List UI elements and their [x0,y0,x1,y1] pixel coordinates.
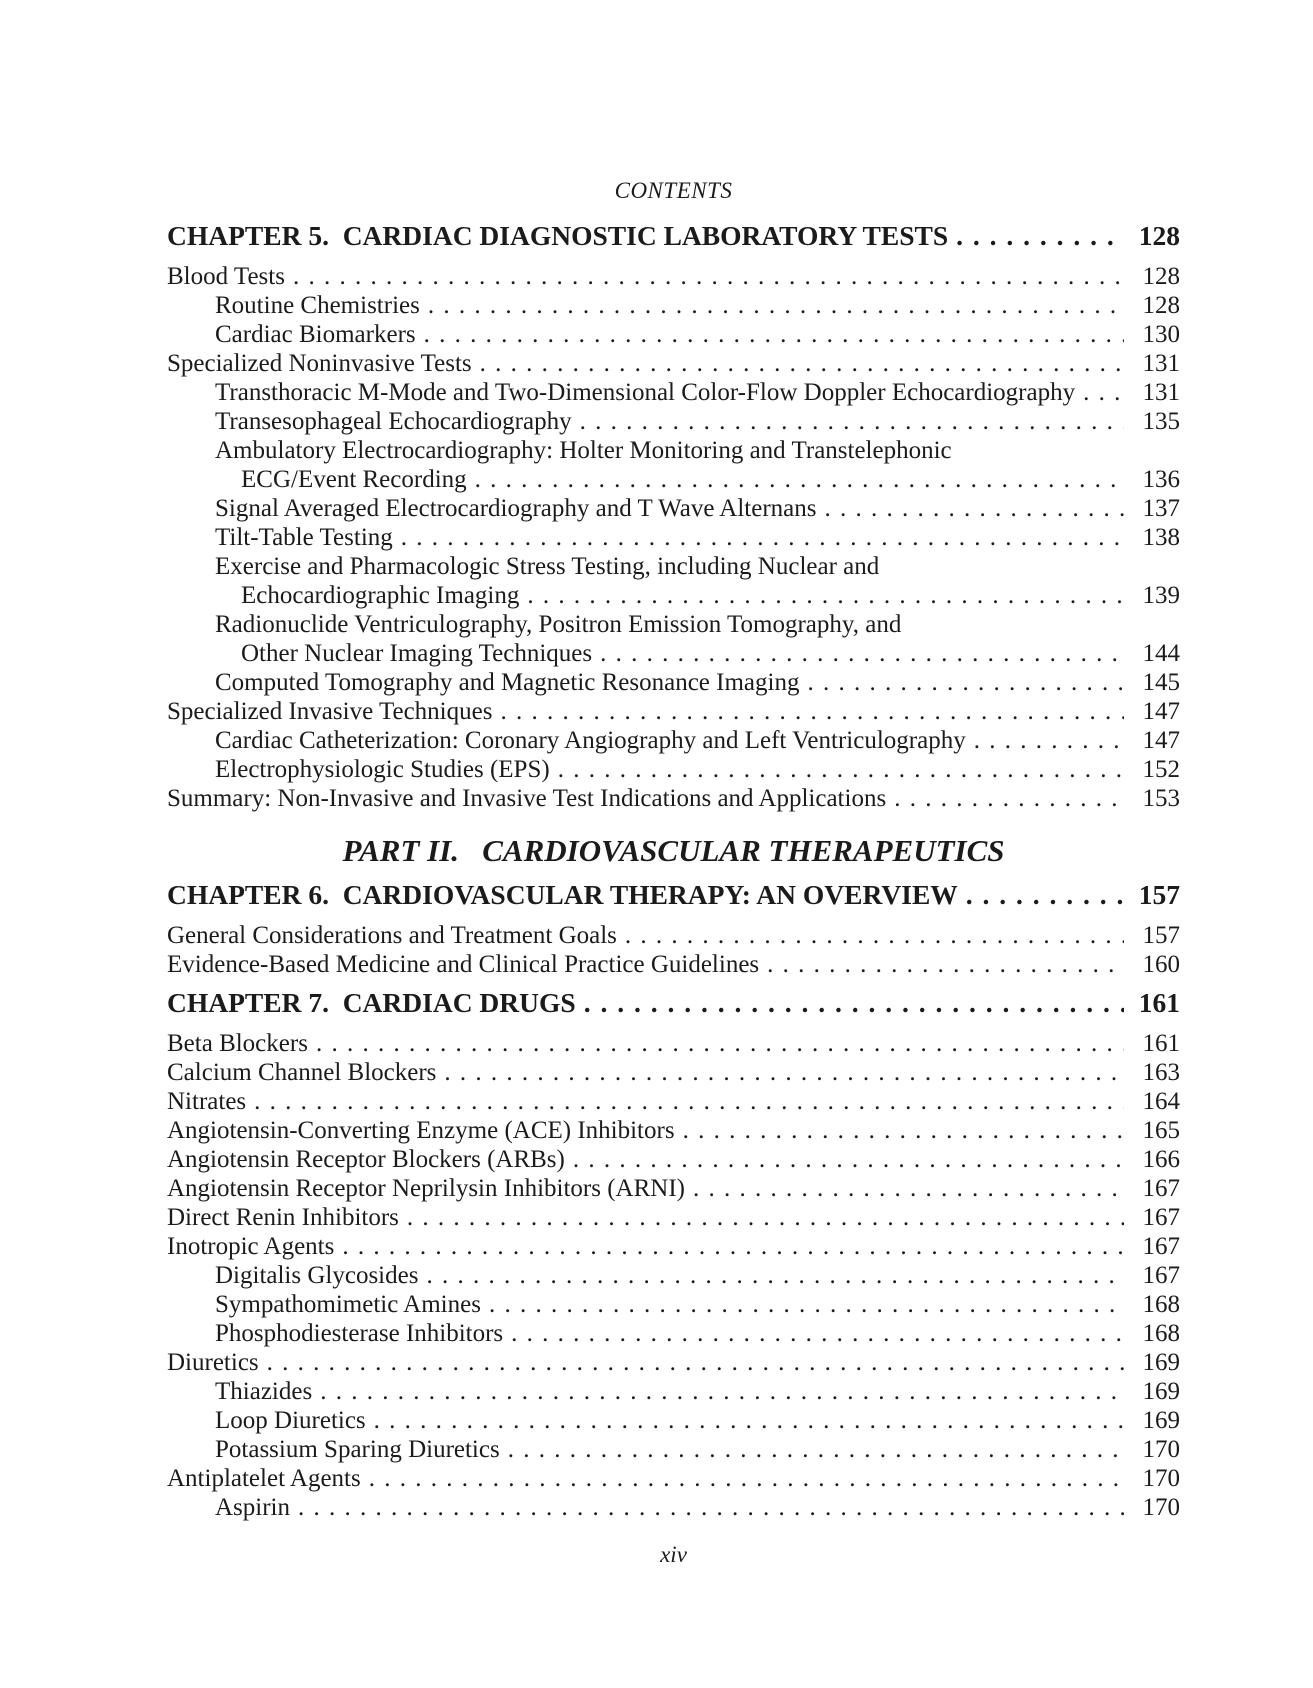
toc-entry [167,1348,1180,1377]
toc-entry [167,784,1180,813]
dot-leader [580,407,1124,436]
entry-label: Routine Chemistries [215,292,420,319]
dot-leader [825,494,1124,523]
entry-label: Cardiac Biomarkers [215,321,416,348]
toc-entry [167,494,1180,523]
entry-label: Thiazides [215,1378,313,1405]
toc-entry [167,1319,1180,1348]
dot-leader [807,668,1124,697]
toc-entry [167,378,1180,407]
toc-entry [167,320,1180,349]
entry-label: Diuretics [167,1349,259,1376]
entry-label: Digitalis Glycosides [215,1262,419,1289]
toc-content [167,0,1180,1568]
toc-entry [167,1493,1180,1522]
entry-label: Aspirin [215,1494,290,1521]
entry-page: 144 [1142,640,1180,667]
dot-leader [600,639,1124,668]
entry-page: 168 [1142,1320,1180,1347]
chapter-items [167,262,1180,813]
entry-page: 138 [1142,524,1180,551]
dot-leader [424,320,1124,349]
dot-leader [500,697,1124,726]
dot-leader [767,950,1124,979]
entry-label: Direct Renin Inhibitors [167,1204,399,1231]
entry-page: 167 [1142,1204,1180,1231]
entry-label: Electrophysiologic Studies (EPS) [215,756,550,783]
entry-label: Specialized Noninvasive Tests [167,350,472,377]
dot-leader [558,755,1124,784]
toc-entry [167,1377,1180,1406]
dot-leader [369,1464,1124,1493]
dot-leader [511,1319,1124,1348]
toc-entry [167,465,1180,494]
entry-page: 128 [1142,292,1180,319]
entry-page: 136 [1142,466,1180,493]
entry-label: Inotropic Agents [167,1233,335,1260]
entry-page: 152 [1142,756,1180,783]
entry-page: 163 [1142,1059,1180,1086]
toc-entry-wrap-line [167,552,1180,581]
toc-entry [167,668,1180,697]
toc-entry [167,639,1180,668]
toc-entry [167,1058,1180,1087]
dot-leader [966,879,1124,911]
dot-leader [693,1174,1124,1203]
entry-page: 160 [1142,951,1180,978]
toc-body [167,220,1180,1522]
dot-leader [293,262,1124,291]
entry-label: CHAPTER 7. CARDIAC DRUGS [167,987,576,1018]
dot-leader [444,1058,1124,1087]
entry-label: Calcium Channel Blockers [167,1059,437,1086]
entry-label: Ambulatory Electrocardiography: Holter Monitoring and Transtelephonic [215,437,952,464]
entry-page: 169 [1142,1378,1180,1405]
dot-leader [625,921,1124,950]
entry-page: 168 [1142,1291,1180,1318]
toc-entry [167,726,1180,755]
dot-leader [316,1029,1124,1058]
entry-page: 169 [1142,1407,1180,1434]
dot-leader [342,1232,1124,1261]
entry-label: Computed Tomography and Magnetic Resonance Imaging [215,669,800,696]
toc-entry [167,1203,1180,1232]
dot-leader [683,1116,1124,1145]
toc-entry [167,349,1180,378]
entry-page: 137 [1142,495,1180,522]
entry-label: ECG/Event Recording [241,466,467,493]
dot-leader [374,1406,1124,1435]
entry-page: 157 [1142,922,1180,949]
entry-label: Tilt-Table Testing [215,524,393,551]
dot-leader [1083,378,1124,407]
toc-entry [167,523,1180,552]
entry-label: General Considerations and Treatment Goals [167,922,617,949]
toc-entry [167,697,1180,726]
entry-page: 164 [1142,1088,1180,1115]
entry-page: 161 [1142,1030,1180,1057]
toc-entry-wrap-line [167,436,1180,465]
entry-label: Angiotensin Receptor Blockers (ARBs) [167,1146,565,1173]
entry-page: 145 [1142,669,1180,696]
toc-entry [167,291,1180,320]
dot-leader [956,220,1124,252]
entry-label: Angiotensin Receptor Neprilysin Inhibitors (ARNI) [167,1175,685,1202]
dot-leader [254,1087,1124,1116]
dot-leader [475,465,1124,494]
dot-leader [974,726,1124,755]
dot-leader [573,1145,1124,1174]
toc-entry [167,755,1180,784]
entry-page: 170 [1142,1465,1180,1492]
toc-entry [167,1145,1180,1174]
toc-entry [167,407,1180,436]
entry-page: 147 [1142,698,1180,725]
page-number-footer: xiv [660,1542,687,1567]
entry-page: 131 [1142,350,1180,377]
contents-heading: CONTENTS [614,178,733,203]
toc-entry-wrap-line [167,610,1180,639]
dot-leader [401,523,1124,552]
dot-leader [407,1203,1124,1232]
chapter-heading [167,987,1180,1019]
chapter-heading [167,220,1180,252]
entry-label: Phosphodiesterase Inhibitors [215,1320,504,1347]
dot-leader [489,1290,1124,1319]
entry-page: 167 [1142,1262,1180,1289]
toc-entry [167,1232,1180,1261]
entry-page: 128 [1138,220,1180,251]
entry-label: Cardiac Catheterization: Coronary Angiography and Left Ventriculography [215,727,966,754]
entry-page: 170 [1142,1494,1180,1521]
entry-label: Transesophageal Echocardiography [215,408,572,435]
entry-label: Evidence-Based Medicine and Clinical Practice Guidelines [167,951,760,978]
entry-page: 153 [1142,785,1180,812]
entry-label: Sympathomimetic Amines [215,1291,481,1318]
toc-entry [167,262,1180,291]
dot-leader [894,784,1124,813]
entry-label: Antiplatelet Agents [167,1465,361,1492]
toc-entry [167,1116,1180,1145]
dot-leader [428,291,1124,320]
dot-leader [320,1377,1124,1406]
entry-page: 135 [1142,408,1180,435]
entry-page: 128 [1142,263,1180,290]
entry-label: Transthoracic M-Mode and Two-Dimensional Color-Flow Doppler Echocardiography [215,379,1076,406]
entry-label: Radionuclide Ventriculography, Positron Emission Tomography, and [215,611,902,638]
entry-page: 130 [1142,321,1180,348]
entry-label: Beta Blockers [167,1030,308,1057]
chapter-items [167,1029,1180,1522]
toc-entry [167,1464,1180,1493]
entry-page: 170 [1142,1436,1180,1463]
part-heading: PART II. CARDIOVASCULAR THERAPEUTICS [342,833,1005,868]
toc-entry [167,1290,1180,1319]
entry-label: Exercise and Pharmacologic Stress Testing, including Nuclear and [215,553,880,580]
toc-entry [167,1435,1180,1464]
dot-leader [267,1348,1124,1377]
entry-page: 139 [1142,582,1180,609]
entry-page: 167 [1142,1175,1180,1202]
toc-entry [167,581,1180,610]
entry-page: 131 [1142,379,1180,406]
entry-label: Nitrates [167,1088,247,1115]
dot-leader [527,581,1124,610]
toc-entry [167,1174,1180,1203]
entry-label: Loop Diuretics [215,1407,366,1434]
dot-leader [480,349,1124,378]
dot-leader [426,1261,1124,1290]
entry-label: CHAPTER 5. CARDIAC DIAGNOSTIC LABORATORY TESTS [167,220,949,251]
toc-entry [167,1261,1180,1290]
toc-entry [167,1406,1180,1435]
entry-page: 165 [1142,1117,1180,1144]
dot-leader [584,987,1124,1019]
toc-entry [167,1029,1180,1058]
toc-entry [167,1087,1180,1116]
entry-label: Angiotensin-Converting Enzyme (ACE) Inhibitors [167,1117,675,1144]
entry-label: Summary: Non-Invasive and Invasive Test Indications and Applications [167,785,887,812]
entry-page: 169 [1142,1349,1180,1376]
toc-entry [167,950,1180,979]
entry-page: 157 [1138,879,1180,910]
entry-label: Specialized Invasive Techniques [167,698,493,725]
toc-entry [167,921,1180,950]
entry-label: CHAPTER 6. CARDIOVASCULAR THERAPY: AN OVERVIEW [167,879,958,910]
entry-label: Potassium Sparing Diuretics [215,1436,500,1463]
dot-leader [298,1493,1124,1522]
entry-page: 166 [1142,1146,1180,1173]
entry-label: Blood Tests [167,263,285,290]
chapter-heading [167,879,1180,911]
entry-label: Signal Averaged Electrocardiography and T Wave Alternans [215,495,817,522]
entry-label: Echocardiographic Imaging [241,582,520,609]
entry-page: 167 [1142,1233,1180,1260]
dot-leader [508,1435,1124,1464]
chapter-items [167,921,1180,979]
entry-label: Other Nuclear Imaging Techniques [241,640,593,667]
entry-page: 161 [1138,987,1180,1018]
entry-page: 147 [1142,727,1180,754]
